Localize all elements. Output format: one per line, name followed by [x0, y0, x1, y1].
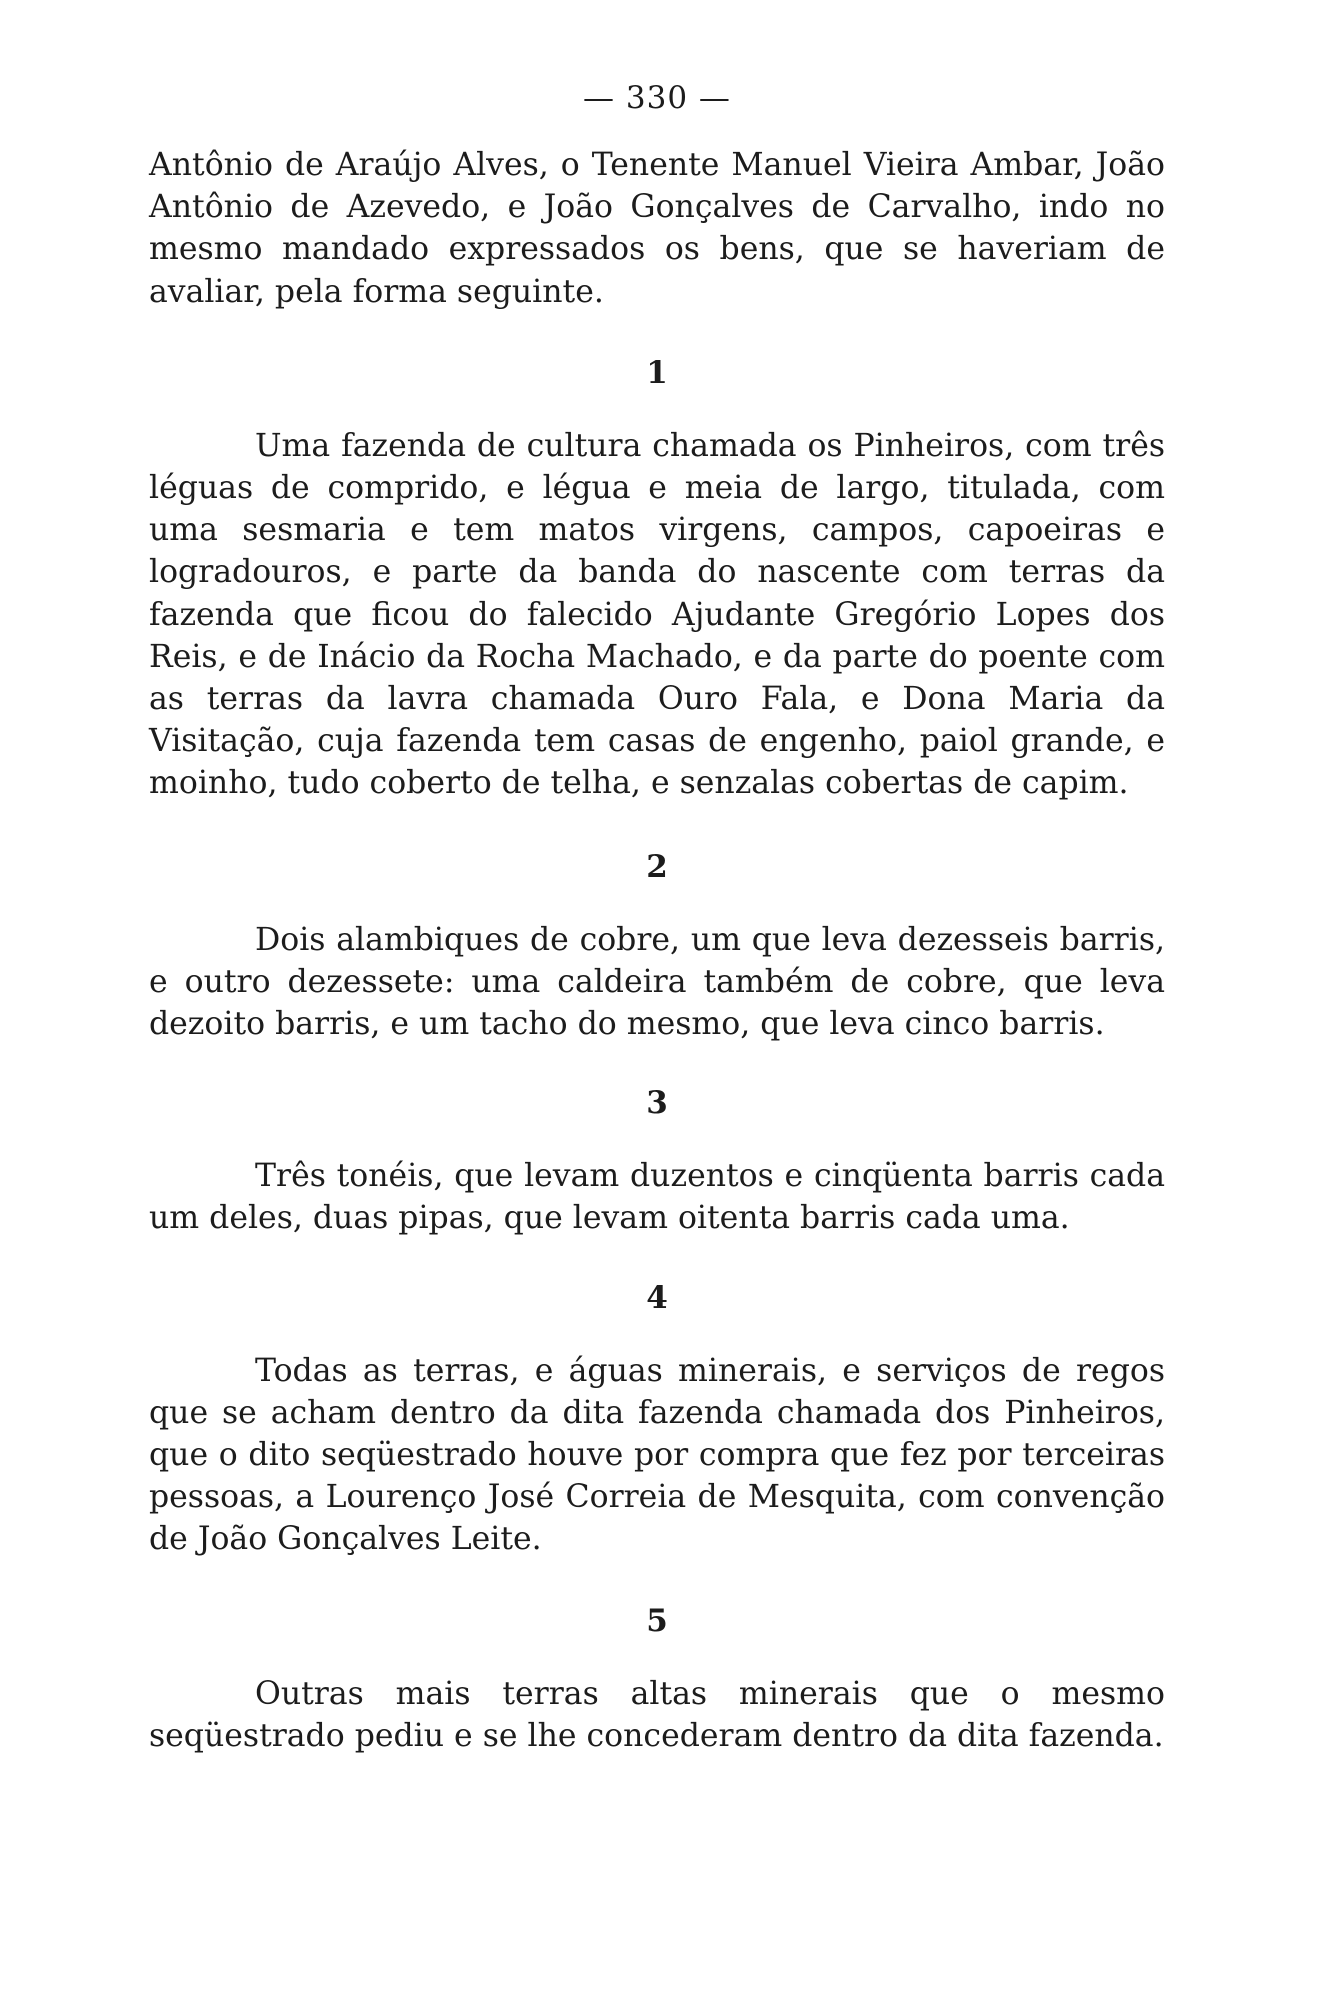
item-number-3: 3 [646, 1085, 668, 1122]
page-number: — 330 — [583, 80, 731, 116]
item-number-1: 1 [646, 354, 668, 391]
item-text-2: Dois alambiques de cobre, um que leva dezesseis barris, e outro dezessete: uma caldeira também de cobre, que leva dezoito barris, e um tacho do mesmo, que leva cinco barris. [149, 921, 1165, 1043]
item-text-1: Uma fazenda de cultura chamada os Pinheiros, com três léguas de comprido, e légua e meia de largo, titulada, com uma sesmaria e tem matos virgens, campos, capoeiras e logradouros, e parte da banda do nascente com terras da fazenda que ficou do falecido Ajudante Gregório Lopes dos Reis, e de Inácio da Rocha Machado, e da parte do poente com as terras da lavra chamada Ouro Fala, e Dona Maria da Visitação, cuja fazenda tem casas de engenho, paiol grande, e moinho, tudo coberto de telha, e senzalas cobertas de capim. [149, 427, 1165, 802]
intro-paragraph: Antônio de Araújo Alves, o Tenente Manuel Vieira Ambar, João Antônio de Azevedo, e João Gonçalves de Carvalho, indo no mesmo mandado expressados os bens, que se haveriam de avaliar, pela forma seguinte. [149, 147, 1165, 310]
item-text-5: Outras mais terras altas minerais que o mesmo seqüestrado pediu e se lhe concederam dentro da dita fazenda. [149, 1675, 1165, 1754]
item-number-2: 2 [646, 848, 668, 885]
item-number-4: 4 [646, 1279, 668, 1316]
item-text-4: Todas as terras, e águas minerais, e serviços de regos que se acham dentro da dita fazenda chamada dos Pinheiros, que o dito seqüestrado houve por compra que fez por terceiras pessoas, a Lourenço José Correia de Mesquita, com convenção de João Gonçalves Leite. [149, 1352, 1165, 1558]
item-number-5: 5 [646, 1602, 668, 1639]
item-text-3: Três tonéis, que levam duzentos e cinqüenta barris cada um deles, duas pipas, que levam oitenta barris cada uma. [149, 1158, 1165, 1237]
document-page [149, 78, 1165, 1757]
